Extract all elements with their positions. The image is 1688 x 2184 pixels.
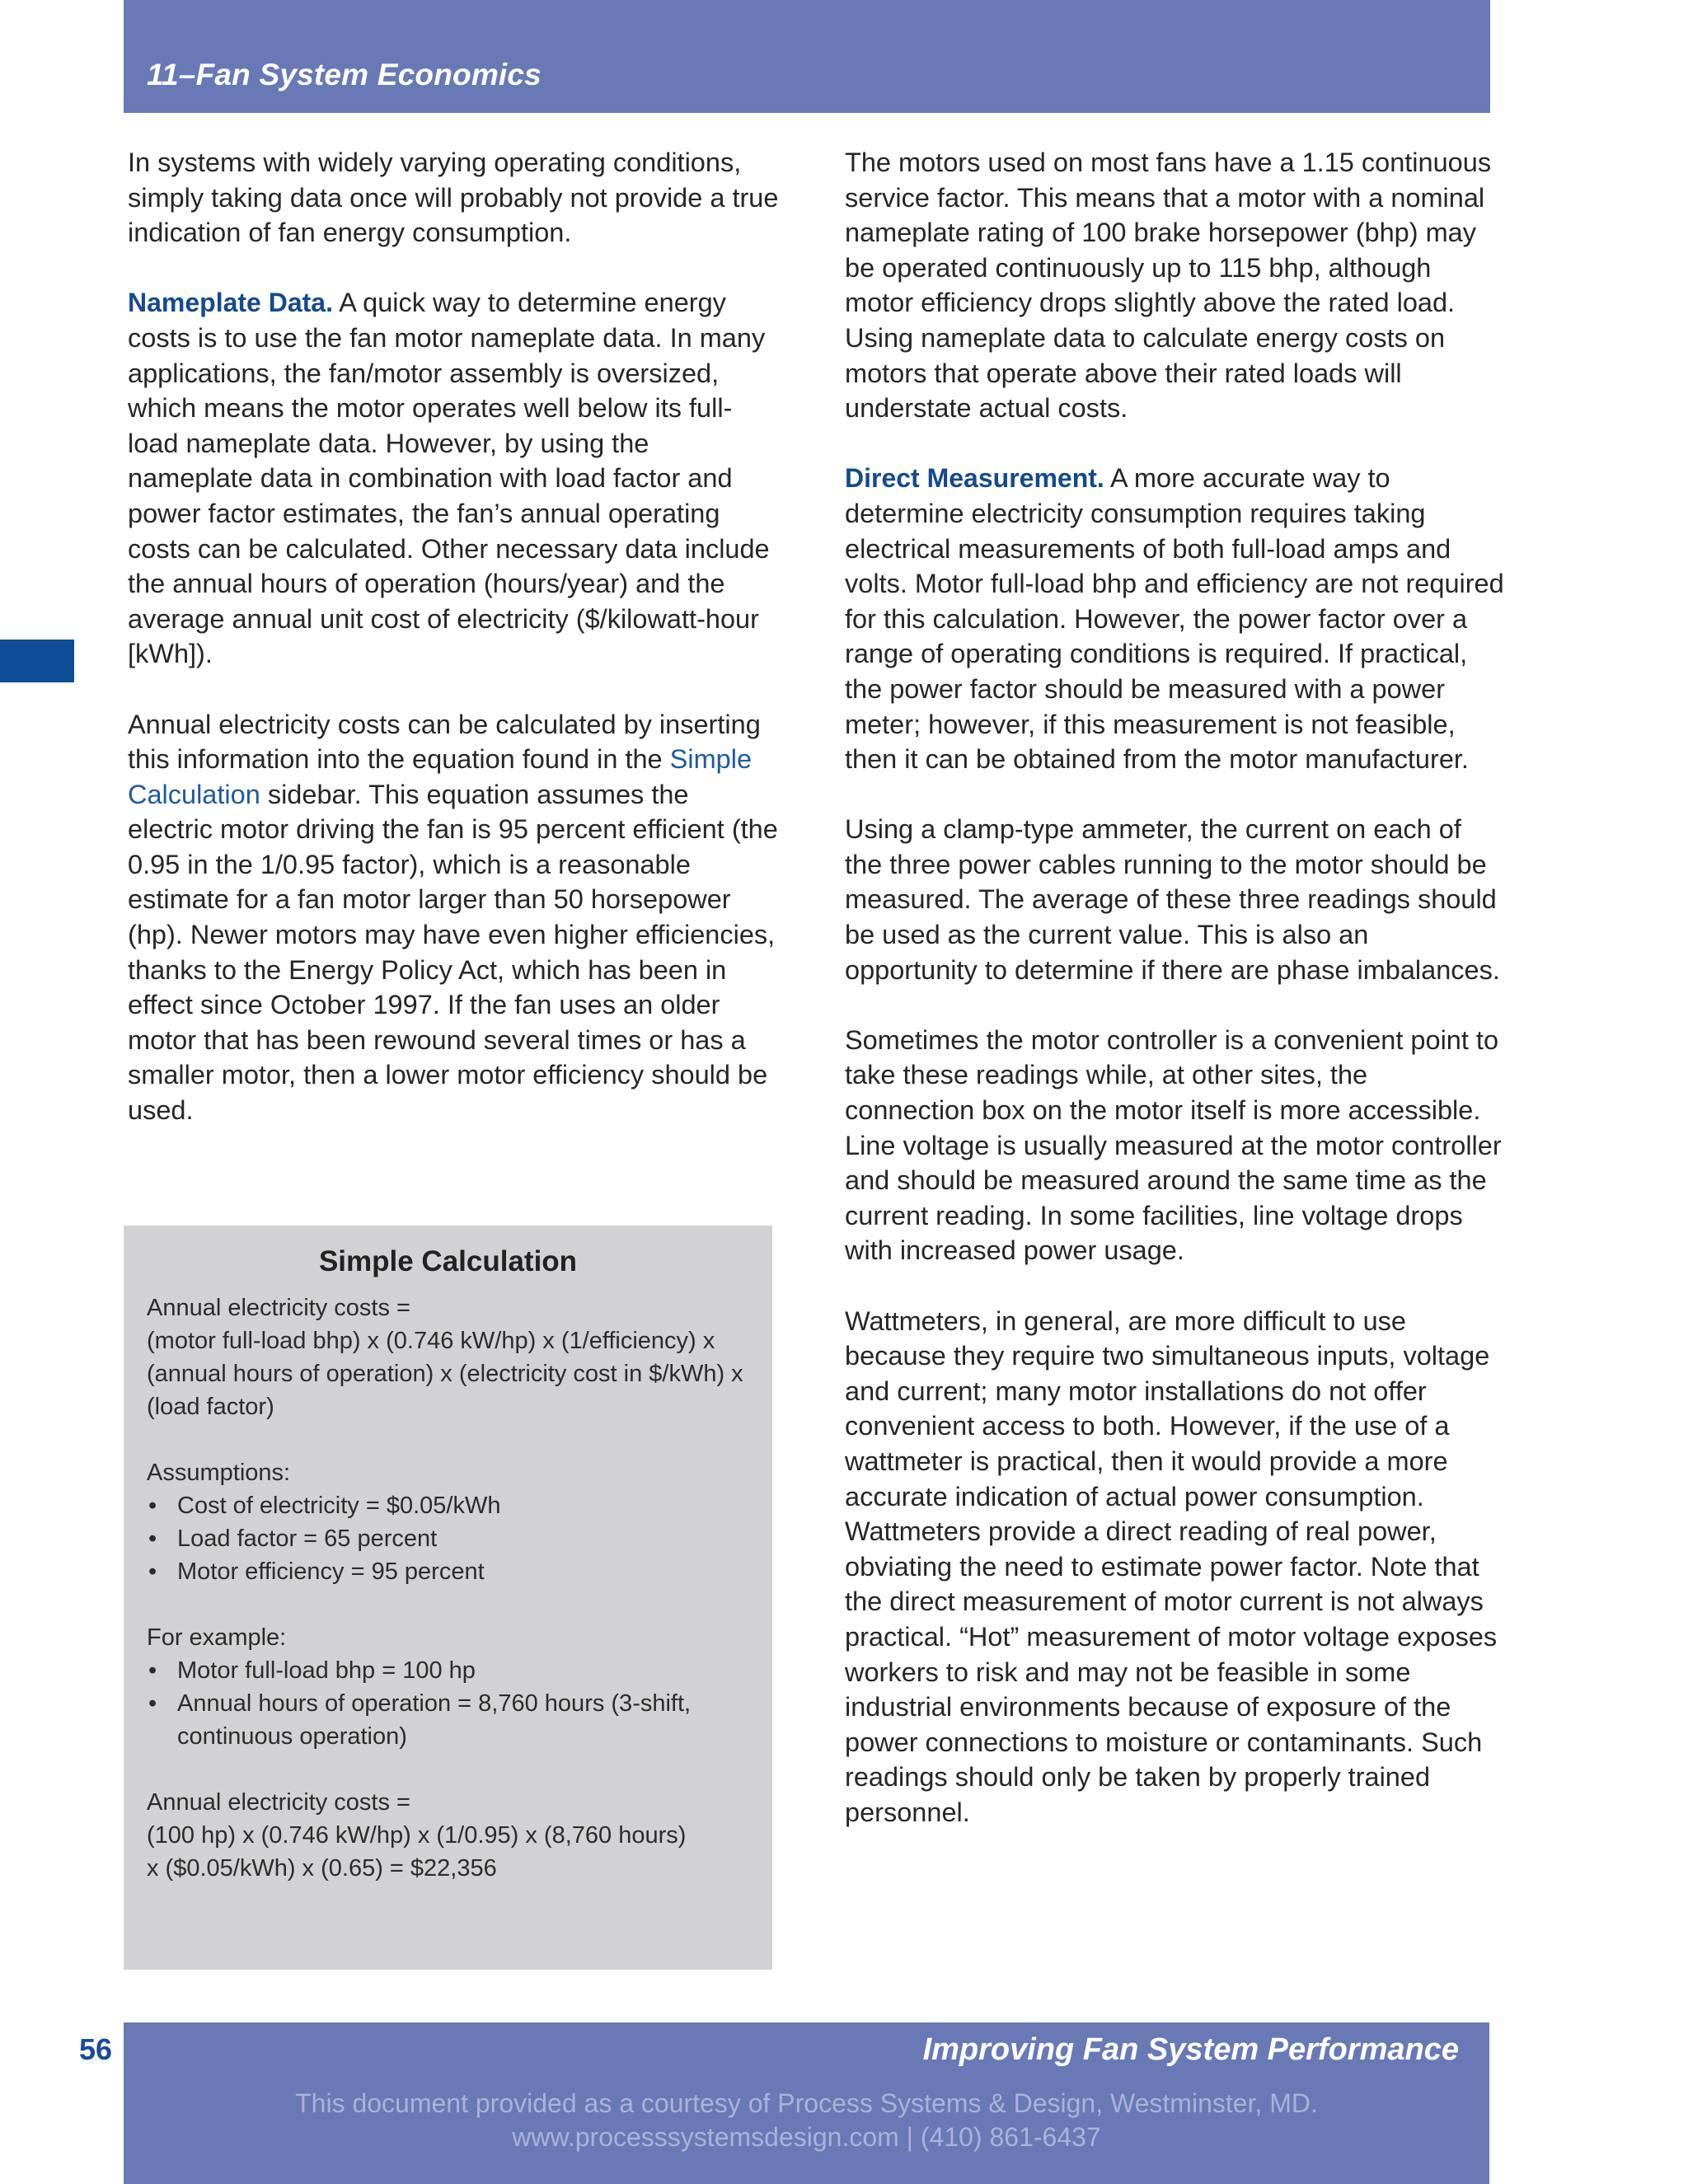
paragraph-nameplate — [128, 285, 779, 672]
assumptions-block — [147, 1456, 765, 1588]
assumption-text: Motor efficiency = 95 percent — [177, 1558, 485, 1585]
paragraph-service-factor: The motors used on most fans have a 1.15 continuous service factor. This means that a motor with a nominal nameplate rating of 100 brake horsepower (bhp) may be operated continuously up to 115 bhp, although motor efficiency drops slightly above the rated load. Using nameplate data to calculate energy costs on motors that operate above their rated loads will understate actual costs. — [845, 148, 1492, 424]
result-line-1: (100 hp) x (0.746 kW/hp) x (1/0.95) x (8,760 hours) — [147, 1822, 687, 1849]
bullet-icon: • — [148, 1493, 157, 1519]
result-line-2: x ($0.05/kWh) x (0.65) = $22,356 — [147, 1855, 497, 1882]
courtesy-note: This document provided as a courtesy of Process Systems & Design, Westminster, MD. — [295, 2088, 1318, 2118]
simple-calculation-sidebar — [124, 1226, 772, 1970]
paragraph-ammeter: Using a clamp-type ammeter, the current on each of the three power cables running to the motor should be measured. The average of these three readings should be used as the current value. This is also an opportunity to determine if there are phase imbalances. — [845, 814, 1500, 985]
chapter-tab-marker — [0, 640, 74, 682]
formula-block — [147, 1291, 765, 1423]
left-column — [128, 145, 779, 1128]
annual-costs-text-before: Annual electricity costs can be calculated by inserting this information into the equation found in the — [128, 709, 761, 775]
example-list — [147, 1654, 765, 1753]
bullet-icon: • — [148, 1526, 157, 1552]
bullet-icon: • — [148, 1690, 157, 1717]
formula-label: Annual electricity costs = — [147, 1295, 410, 1321]
bullet-icon: • — [148, 1657, 157, 1684]
list-item — [147, 1555, 765, 1588]
assumption-text: Cost of electricity = $0.05/kWh — [177, 1493, 501, 1519]
example-label: For example: — [147, 1624, 287, 1651]
right-column — [845, 145, 1504, 1830]
list-item — [147, 1522, 765, 1555]
list-item — [147, 1654, 765, 1687]
sidebar-title: Simple Calculation — [318, 1245, 578, 1277]
annual-costs-text-after: sidebar. This equation assumes the electric motor driving the fan is 95 percent efficient (the 0.95 in the 1/0.95 factor), which is a reasonable estimate for a fan motor larger than 50 horsepower (hp). Newer motors may have even higher efficiencies, thanks to the Energy Policy Act, which has been in effect since October 1997. If the fan uses an older motor that has been rewound several times or has a smaller motor, then a lower motor efficiency should be used. — [128, 779, 778, 1126]
direct-measurement-heading: Direct Measurement. — [845, 463, 1104, 494]
formula-body: (motor full-load bhp) x (0.746 kW/hp) x (1/efficiency) x (annual hours of operation) x (electricity cost in $/kWh) x (load factor) — [147, 1328, 743, 1420]
page-number: 56 — [79, 2032, 113, 2066]
list-item — [147, 1687, 765, 1753]
assumption-text: Load factor = 65 percent — [177, 1526, 438, 1552]
example-block — [147, 1621, 765, 1753]
publication-title: Improving Fan System Performance — [922, 2032, 1459, 2067]
result-block — [147, 1786, 765, 1885]
contact-line: www.processsystemsdesign.com | (410) 861-6437 — [512, 2122, 1101, 2152]
direct-measurement-text: A more accurate way to determine electricity consumption requires taking electrical measurements of both full-load amps and volts. Motor full-load bhp and efficiency are not required for this calculation. However, the power factor over a range of operating conditions is required. If practical, the power factor should be measured with a power meter; however, if this measurement is not feasible, then it can be obtained from the motor manufacturer. — [845, 463, 1504, 775]
example-text: Annual hours of operation = 8,760 hours (3-shift, continuous operation) — [177, 1690, 692, 1750]
assumptions-list — [147, 1489, 765, 1588]
paragraph-annual-costs — [128, 707, 779, 1128]
bullet-icon: • — [148, 1558, 157, 1585]
chapter-title: 11–Fan System Economics — [147, 58, 542, 91]
result-label: Annual electricity costs = — [147, 1789, 410, 1816]
example-text: Motor full-load bhp = 100 hp — [177, 1657, 476, 1684]
paragraph-controller: Sometimes the motor controller is a convenient point to take these readings while, at other sites, the connection box on the motor itself is more accessible. Line voltage is usually measured at the motor controller and should be measured around the same time as the current reading. In some facilities, line voltage drops with increased power usage. — [845, 1024, 1502, 1266]
nameplate-text: A quick way to determine energy costs is to use the fan motor nameplate data. In many applications, the fan/motor assembly is oversized, which means the motor operates well below its full-load nameplate data. However, by using the nameplate data in combination with load factor and power factor estimates, the fan’s annual operating costs can be calculated. Other necessary data include the annual hours of operation (hours/year) and the average annual unit cost of electricity ($/kilowatt-hour [kWh]). — [128, 288, 770, 669]
paragraph-intro: In systems with widely varying operating conditions, simply taking data once will probably not provide a true indication of fan energy consumption. — [128, 148, 779, 248]
nameplate-heading: Nameplate Data. — [128, 288, 333, 318]
header-band — [124, 0, 1490, 113]
paragraph-wattmeters: Wattmeters, in general, are more difficult to use because they require two simultaneous inputs, voltage and current; many motor installations do not offer convenient access to both. However, if the use of a wattmeter is practical, then it would provide a more accurate indication of actual power consumption. Wattmeters provide a direct reading of real power, obviating the need to estimate power factor. Note that the direct measurement of motor current is not always practical. “Hot” measurement of motor voltage exposes workers to risk and may not be feasible in some industrial environments because of exposure of the power connections to moisture or contaminants. Such readings should only be taken by properly trained personnel. — [845, 1305, 1498, 1827]
simple-calculation-link[interactable]: Simple Calculation — [128, 744, 753, 809]
paragraph-direct-measurement — [845, 461, 1504, 776]
sidebar-body — [147, 1291, 765, 1885]
list-item — [147, 1489, 765, 1522]
assumptions-label: Assumptions: — [147, 1460, 291, 1486]
